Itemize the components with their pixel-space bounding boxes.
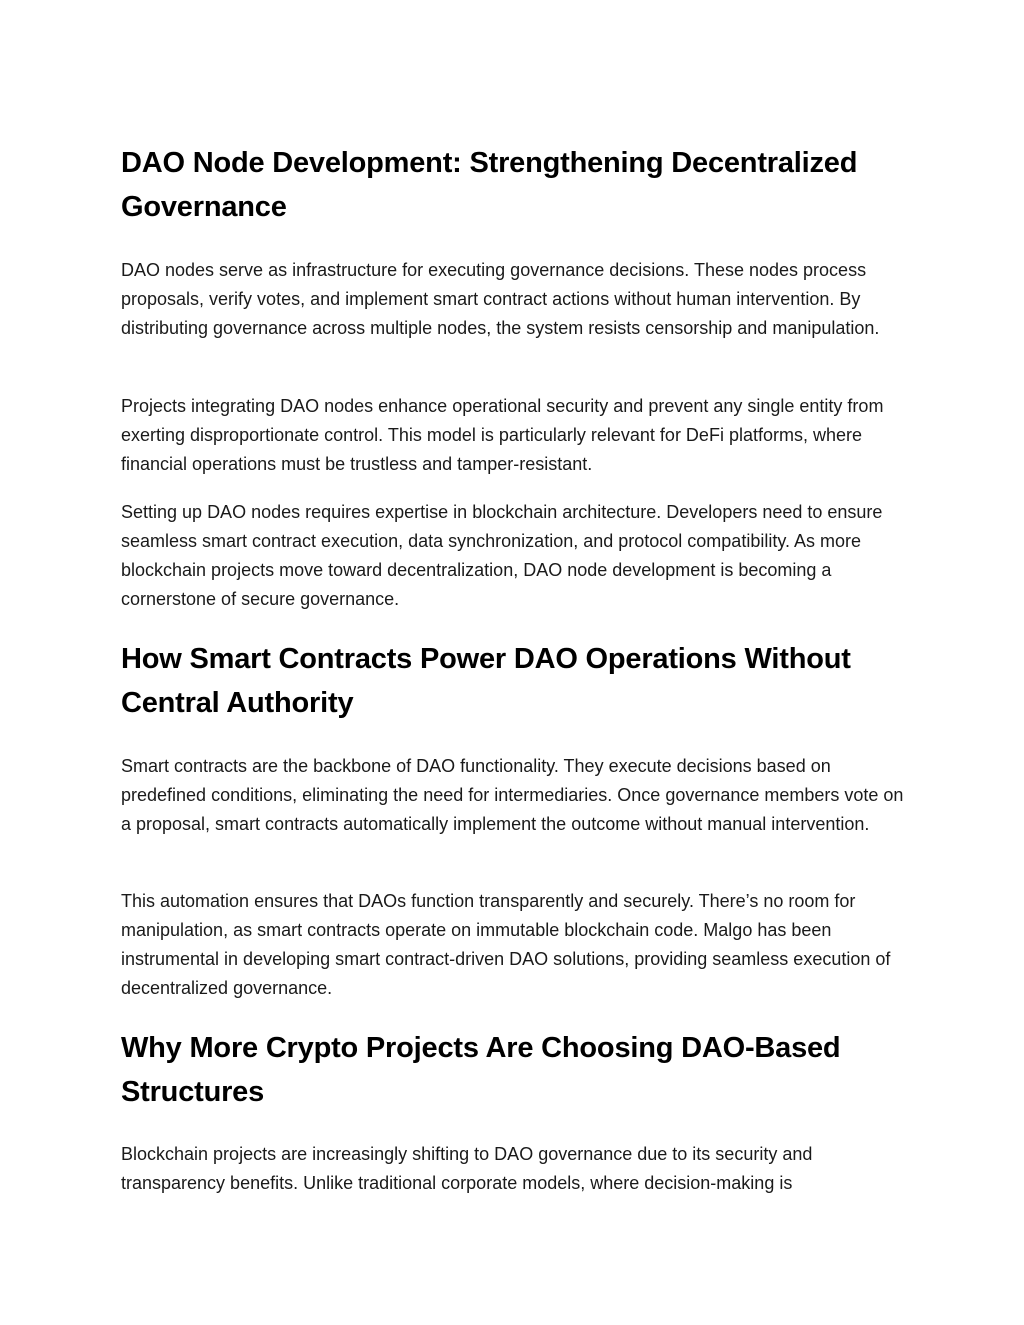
paragraph: Blockchain projects are increasingly shifting to DAO governance due to its security and transparency benefits. Unlike traditional corporate models, where decision-making is [121,1144,813,1193]
paragraph: Projects integrating DAO nodes enhance operational security and prevent any single entity from exerting disproportionate control. This model is particularly relevant for DeFi platforms, where financial operations must be trustless and tamper-resistant. [121,396,884,474]
section-heading-dao-based-structures: Why More Crypto Projects Are Choosing DAO-Based Structures [121,1032,841,1108]
paragraph: This automation ensures that DAOs function transparently and securely. There’s no room for manipulation, as smart contracts operate on immutable blockchain code. Malgo has been instrumental in developing smart contract-driven DAO solutions, providing seamless execution of decentralized governance. [121,891,891,998]
section-heading-dao-node-development: DAO Node Development: Strengthening Decentralized Governance [121,147,858,223]
paragraph: DAO nodes serve as infrastructure for executing governance decisions. These nodes process proposals, verify votes, and implement smart contract actions without human intervention. By distributing governance across multiple nodes, the system resists censorship and manipulation. [121,260,880,338]
section-heading-smart-contracts: How Smart Contracts Power DAO Operations Without Central Authority [121,643,851,719]
paragraph: Setting up DAO nodes requires expertise in blockchain architecture. Developers need to ensure seamless smart contract execution, data synchronization, and protocol compatibility. As more blockchain projects move toward decentralization, DAO node development is becoming a cornerstone of secure governance. [121,502,883,609]
paragraph: Smart contracts are the backbone of DAO functionality. They execute decisions based on predefined conditions, eliminating the need for intermediaries. Once governance members vote on a proposal, smart contracts automatically implement the outcome without manual intervention. [121,756,904,834]
